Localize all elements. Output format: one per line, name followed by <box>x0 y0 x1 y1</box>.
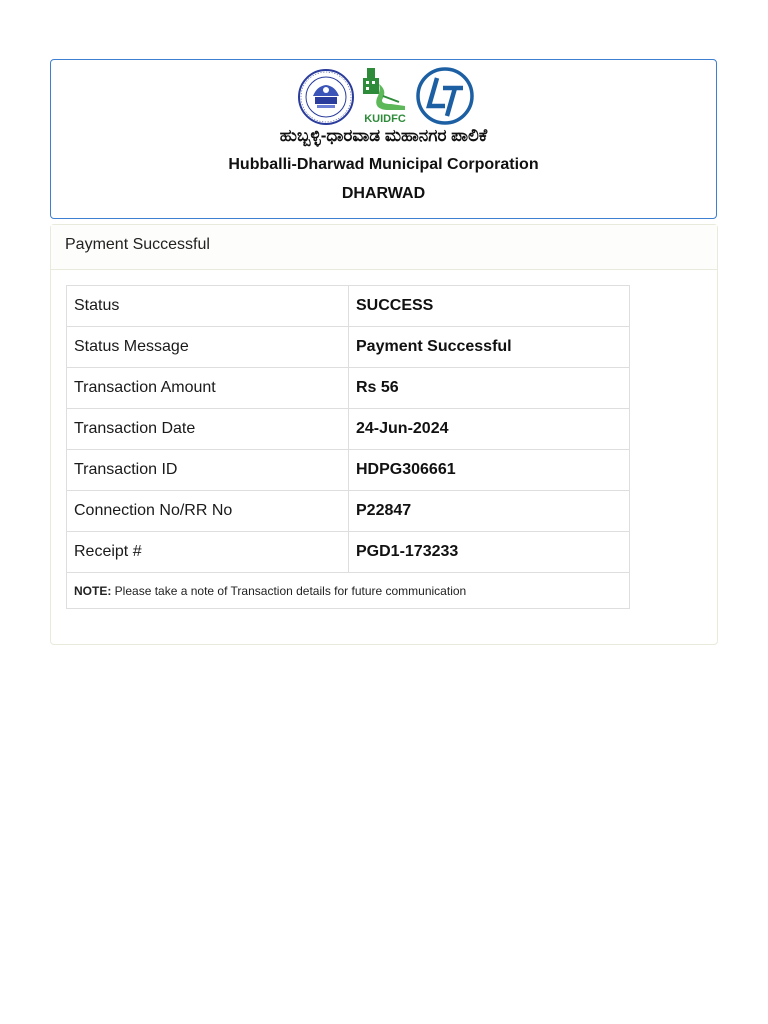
row-label: Connection No/RR No <box>67 491 349 532</box>
row-value: SUCCESS <box>349 286 630 327</box>
hdmc-seal-logo <box>297 68 355 126</box>
row-label: Transaction Date <box>67 409 349 450</box>
row-value: Payment Successful <box>349 327 630 368</box>
row-value: P22847 <box>349 491 630 532</box>
logo-strip <box>51 66 716 126</box>
kuidfc-logo <box>359 66 411 126</box>
row-label: Transaction ID <box>67 450 349 491</box>
note-text: Please take a note of Transaction details for future communication <box>111 583 467 598</box>
row-label: Transaction Amount <box>67 368 349 409</box>
table-row <box>67 450 630 491</box>
row-value: PGD1-173233 <box>349 532 630 573</box>
result-heading: Payment Successful <box>51 225 717 270</box>
corporation-title-kannada: ಹುಬ್ಬಳ್ಳಿ-ಧಾರವಾಡ ಮಹಾನಗರ ಪಾಲಿಕೆ <box>279 126 488 145</box>
row-value: HDPG306661 <box>349 450 630 491</box>
table-row <box>67 491 630 532</box>
table-row <box>67 286 630 327</box>
row-label: Status Message <box>67 327 349 368</box>
larsen-toubro-logo <box>415 66 475 126</box>
table-row <box>67 327 630 368</box>
table-row <box>67 368 630 409</box>
row-value: Rs 56 <box>349 368 630 409</box>
corporation-title-english: Hubballi-Dharwad Municipal Corporation <box>228 156 539 173</box>
table-row <box>67 532 630 573</box>
row-label: Receipt # <box>67 532 349 573</box>
header-card <box>50 59 717 219</box>
payment-result-card <box>50 224 718 645</box>
note-cell <box>67 573 630 609</box>
transaction-details-table <box>66 285 630 609</box>
row-value: 24-Jun-2024 <box>349 409 630 450</box>
note-row <box>67 573 630 609</box>
city-name: DHARWAD <box>341 185 426 202</box>
kuidfc-label: KUIDFC <box>364 113 406 125</box>
note-label: NOTE: <box>74 583 112 598</box>
row-label: Status <box>67 286 349 327</box>
table-row <box>67 409 630 450</box>
